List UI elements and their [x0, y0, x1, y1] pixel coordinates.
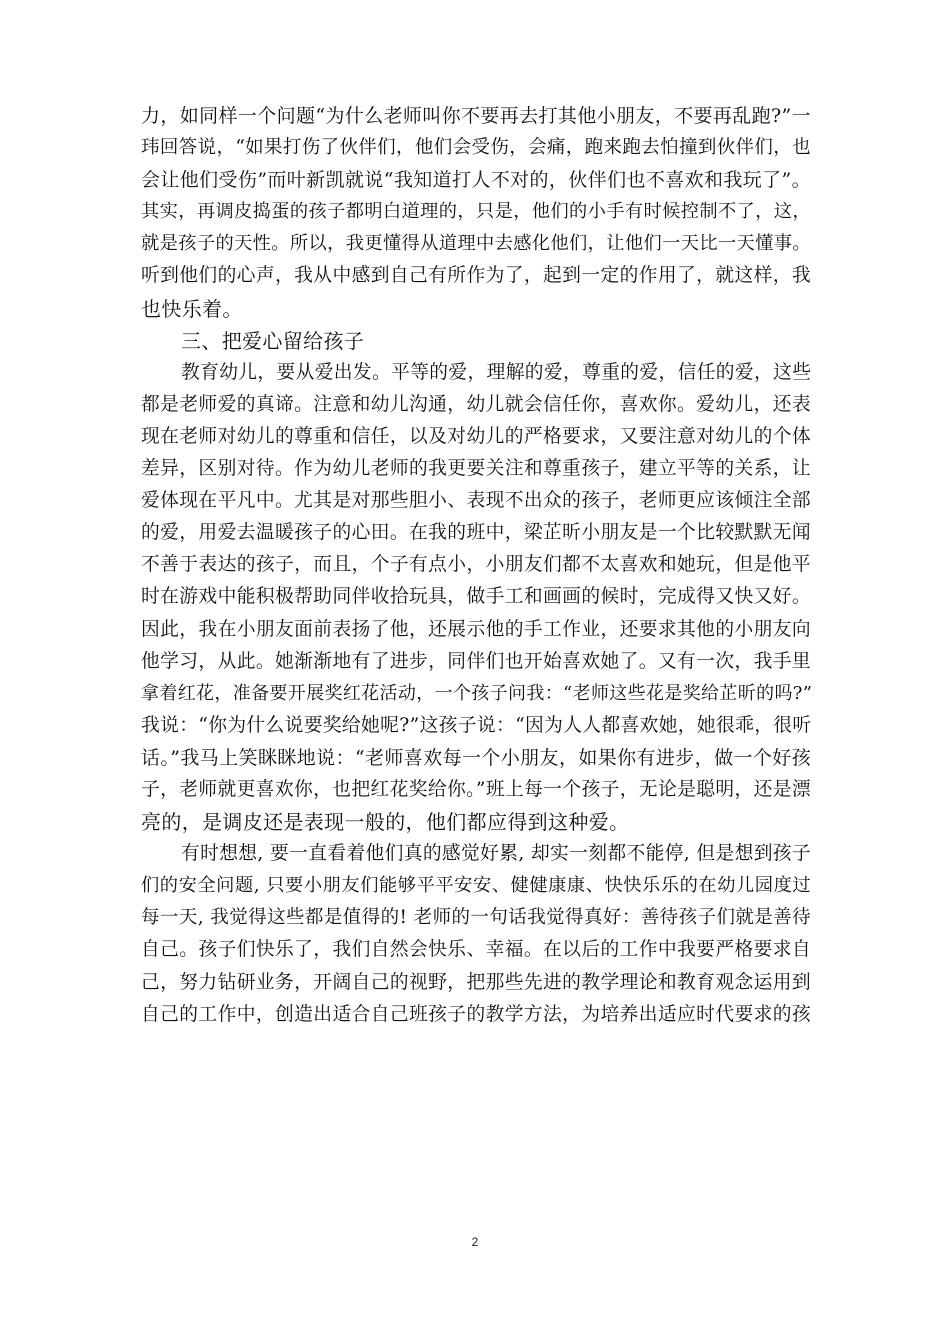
text-line: 拿着红花，准备要开展奖红花活动，一个孩子问我：“老师这些花是奖给芷昕的吗?”: [141, 682, 813, 704]
text-line: 我说：“你为什么说要奖给她呢?”这孩子说：“因为人人都喜欢她，她很乖，很听: [141, 714, 812, 736]
section-heading: [141, 325, 811, 357]
body-text: [141, 100, 811, 1031]
text-line: 己，努力钻研业务，开阔自己的视野，把那些先进的教学理论和教育观念运用到: [141, 971, 811, 993]
text-line: 现在老师对幼儿的尊重和信任，以及对幼儿的严格要求，又要注意对幼儿的个体: [141, 425, 811, 447]
text-line: 会让他们受伤”而叶新凯就说“我知道打人不对的，伙伴们也不喜欢和我玩了”。: [141, 169, 811, 192]
text-line: 的爱，用爱去温暖孩子的心田。在我的班中，梁芷昕小朋友是一个比较默默无闻: [141, 522, 811, 544]
text-line: 不善于表达的孩子，而且，个子有点小，小朋友们都不太喜欢和她玩，但是他平: [141, 554, 811, 576]
text-line: 每一天, 我觉得这些都是值得的! 老师的一句话我觉得真好：善待孩子们就是善待: [141, 907, 811, 929]
text-line: 教育幼儿，要从爱出发。平等的爱，理解的爱，尊重的爱，信任的爱，这些: [181, 361, 812, 383]
text-line: 差异，区别对待。作为幼儿老师的我更要关注和尊重孩子，建立平等的关系，让: [141, 458, 811, 480]
heading-line: 三、把爱心留给孩子: [181, 328, 365, 353]
paragraph-2: [141, 357, 811, 838]
text-line: 他学习，从此。她渐渐地有了进步，同伴们也开始喜欢她了。又有一次，我手里: [141, 650, 811, 672]
text-line: 亮的，是调皮还是表现一般的，他们都应得到这种爱。: [141, 810, 630, 835]
text-line: 们的安全问题, 只要小朋友们能够平平安安、健健康康、快快乐乐的在幼儿园度过: [141, 875, 811, 897]
text-line: 话。”我马上笑眯眯地说：“老师喜欢每一个小朋友，如果你有进步，做一个好孩: [141, 746, 811, 769]
text-line: 玮回答说，“如果打伤了伙伴们，他们会受伤，会痛，跑来跑去怕撞到伙伴们，也: [141, 137, 811, 159]
text-line: 其实，再调皮捣蛋的孩子都明白道理的，只是，他们的小手有时候控制不了，这，: [141, 201, 811, 223]
text-line: 自己的工作中，创造出适合自己班孩子的教学方法，为培养出适应时代要求的孩: [141, 1003, 811, 1025]
text-line: 子，老师就更喜欢你，也把红花奖给你。”班上每一个孩子，无论是聪明，还是漂: [141, 778, 811, 800]
text-line: 力，如同样一个问题“为什么老师叫你不要再去打其他小朋友，不要再乱跑?”一: [141, 105, 811, 127]
text-line: 都是老师爱的真谛。注意和幼儿沟通，幼儿就会信任你，喜欢你。爱幼儿，还表: [141, 393, 811, 415]
page-number: 2: [471, 1235, 479, 1249]
text-line: 时在游戏中能积极帮助同伴收拾玩具，做手工和画画的候时，完成得又快又好。: [141, 586, 811, 608]
text-line: 爱体现在平凡中。尤其是对那些胆小、表现不出众的孩子，老师更应该倾注全部: [141, 490, 811, 512]
paragraph-3: [141, 838, 811, 1031]
text-line: 自己。孩子们快乐了，我们自然会快乐、幸福。在以后的工作中我要严格要求自: [141, 939, 811, 961]
paragraph-1: [141, 100, 811, 325]
text-line: 听到他们的心声，我从中感到自己有所作为了，起到一定的作用了，就这样，我: [141, 265, 811, 287]
text-line: 就是孩子的天性。所以，我更懂得从道理中去感化他们，让他们一天比一天懂事。: [141, 233, 811, 255]
text-line: 有时想想, 要一直看着他们真的感觉好累, 却实一刻都不能停, 但是想到孩子: [181, 843, 811, 865]
text-line: 因此，我在小朋友面前表扬了他，还展示他的手工作业，还要求其他的小朋友向: [141, 618, 811, 640]
text-line: 也快乐着。: [141, 296, 243, 321]
